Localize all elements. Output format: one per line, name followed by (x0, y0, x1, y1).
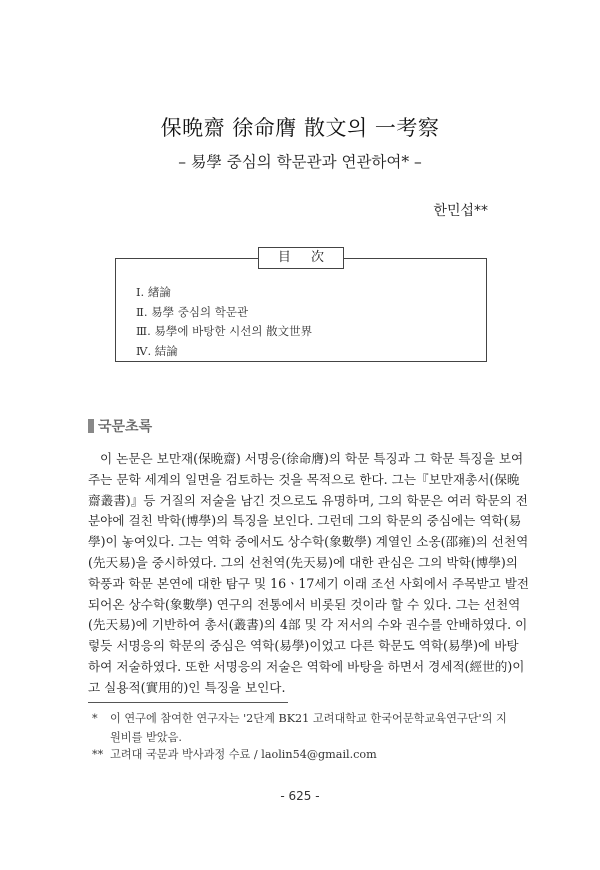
abstract-line: 학풍과 학문 본연에 대한 탐구 및 16ㆍ17세기 이래 조선 사회에서 주목받고 발전 (88, 575, 530, 591)
abstract-line: 齋叢書)』등 거질의 저술을 남긴 것으로도 유명하며, 그의 학문은 여러 학문의 전 (88, 492, 528, 508)
abstract-line: 분야에 걸친 박학(博學)의 특징을 보인다. 그런데 그의 학문의 중심에는 역학(易 (88, 513, 522, 529)
abstract-line: 하여 저술하였다. 또한 서명응의 저술은 역학에 바탕을 하면서 경세적(經世的)이 (88, 658, 525, 674)
author-name: 한민섭** (433, 203, 488, 219)
abstract-line: 렇듯 서명응의 학문의 중심은 역학(易學)이었고 다른 학문도 역학(易學)에 바탕 (88, 638, 519, 654)
paper-title: 保晩齋 徐命膺 散文의 一考察 (160, 116, 440, 140)
footnote-2 (92, 745, 377, 764)
abstract-line: (先天易)에 기반하여 총서(叢書)의 4部 및 각 저서의 수와 권수를 안배하였다. 이 (88, 617, 528, 633)
footnote-1-mark: * (92, 712, 98, 725)
toc-item-1: Ⅰ. 緖論 (136, 285, 171, 299)
footnote-1-line1: 이 연구에 참여한 연구자는 '2단계 BK21 고려대학교 한국어문학교육연구단'의 지 (110, 712, 507, 725)
abstract-line: 되어온 상수학(象數學) 연구의 전통에서 비롯된 것이라 할 수 있다. 그는 선천역 (88, 596, 521, 612)
toc-list (136, 283, 312, 361)
abstract-line: 고 실용적(實用的)인 특징을 보인다. (88, 679, 286, 695)
abstract-body (88, 449, 530, 699)
footnote-2-mark: ** (92, 748, 104, 761)
abstract-heading-text: 국문초록 (98, 419, 153, 435)
toc-label: 目 次 (258, 247, 344, 269)
toc-item-3: Ⅲ. 易學에 바탕한 시선의 散文世界 (136, 324, 313, 338)
footnote-divider (88, 702, 288, 703)
paper-subtitle: – 易學 중심의 학문관과 연관하여* – (178, 153, 422, 171)
abstract-line: 學)이 놓여있다. 그는 역학 중에서도 상수학(象數學) 계열인 소옹(邵雍)의 선천역 (88, 534, 529, 550)
abstract-heading (88, 416, 152, 436)
footnote-2-text: 고려대 국문과 박사과정 수료 / laolin54@gmail.com (110, 748, 377, 761)
toc-item-2: Ⅱ. 易學 중심의 학문관 (136, 304, 249, 319)
toc-item-4: Ⅳ. 結論 (136, 343, 178, 358)
abstract-line: (先天易)을 중시하였다. 그의 선천역(先天易)에 대한 관심은 그의 박학(博學)의 (88, 554, 518, 570)
abstract-line: 주는 문학 세계의 일면을 검토하는 것을 목적으로 한다. 그는『보만재총서(保晩 (88, 471, 520, 487)
heading-bar-icon (88, 419, 94, 433)
footnote-1-line2: 원비를 받았음. (110, 731, 182, 744)
footnote-1 (92, 709, 512, 747)
abstract-line: 이 논문은 보만재(保晩齋) 서명응(徐命膺)의 학문 특징과 그 학문 특징을 보여 (100, 451, 524, 466)
page-number: - 625 - (280, 789, 320, 803)
